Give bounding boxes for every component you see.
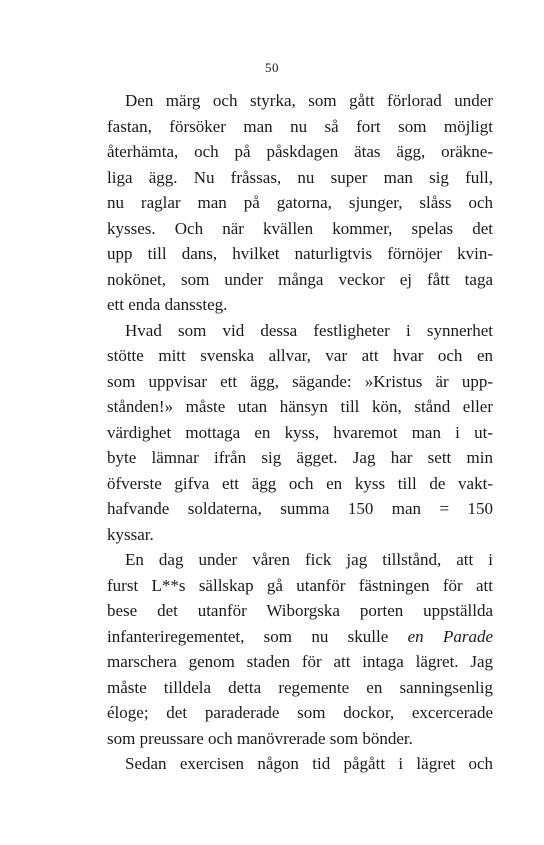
paragraph-2-line-9: kyssar. (107, 524, 154, 544)
paragraph-3-line-8: som preussare och manövrerade som bönder. (107, 728, 413, 748)
paragraph-3-line-5: marschera genom staden för att intaga lägret. Jag (107, 652, 493, 671)
paragraph-2-line-2: stötte mitt svenska allvar, var att hvar och en (107, 346, 493, 365)
italic-phrase: en Parade (407, 626, 494, 646)
paragraph-2-line-5: värdighet mottaga en kyss, hvaremot man i ut- (107, 422, 493, 442)
paragraph-1-line-2: fastan, försöker man nu så fort som möjligt (107, 116, 493, 136)
paragraph-2-line-7: öfverste gifva ett ägg och en kyss till de vakt- (107, 473, 493, 493)
paragraph-2-line-8: hafvande soldaterna, summa 150 man = 150 (107, 499, 493, 518)
body-text (107, 88, 493, 777)
paragraph-4-line-1: Sedan exercisen någon tid pågått i lägret och (125, 754, 493, 773)
paragraph-2-line-6: byte lämnar ifrån sig ägget. Jag har sett min (107, 448, 493, 467)
paragraph-1-line-9: ett enda danssteg. (107, 295, 228, 314)
paragraph-3-line-4 (107, 624, 493, 650)
paragraph-1-line-1: Den märg och styrka, som gått förlorad under (125, 91, 493, 110)
paragraph-3-line-1: En dag under våren fick jag tillstånd, att i (125, 550, 493, 569)
paragraph-3-line-6: måste tilldela detta regemente en sanningsenlig (107, 677, 493, 697)
paragraph-1-line-5: nu raglar man på gatorna, sjunger, slåss och (107, 193, 493, 212)
paragraph-3-line-4-text: infanteriregementet, som nu skulle (107, 626, 389, 646)
paragraph-1-line-8: nokönet, som under många veckor ej fått taga (107, 269, 493, 289)
paragraph-1-line-7: upp till dans, hvilket naturligtvis förnöjer kvin- (107, 244, 493, 263)
paragraph-3-line-3: bese det utanför Wiborgska porten uppställda (107, 601, 493, 620)
paragraph-1-line-6: kysses. Och när kvällen kommer, spelas det (107, 218, 493, 238)
paragraph-3-line-2: furst L**s sällskap gå utanför fästningen för att (107, 575, 493, 595)
paragraph-1-line-4: liga ägg. Nu fråssas, nu super man sig full, (107, 167, 493, 187)
paragraph-3-line-7: éloge; det paraderade som dockor, excercerade (107, 703, 493, 722)
paragraph-2-line-1: Hvad som vid dessa festligheter i synnerhet (125, 320, 493, 340)
paragraph-1-line-3: återhämta, och på påskdagen ätas ägg, oräkne- (107, 142, 493, 161)
paragraph-2-line-3: som uppvisar ett ägg, sägande: »Kristus är upp- (107, 371, 493, 391)
paragraph-2-line-4: stånden!» måste utan hänsyn till kön, stånd eller (107, 397, 493, 416)
page-number: 50 (265, 60, 279, 75)
